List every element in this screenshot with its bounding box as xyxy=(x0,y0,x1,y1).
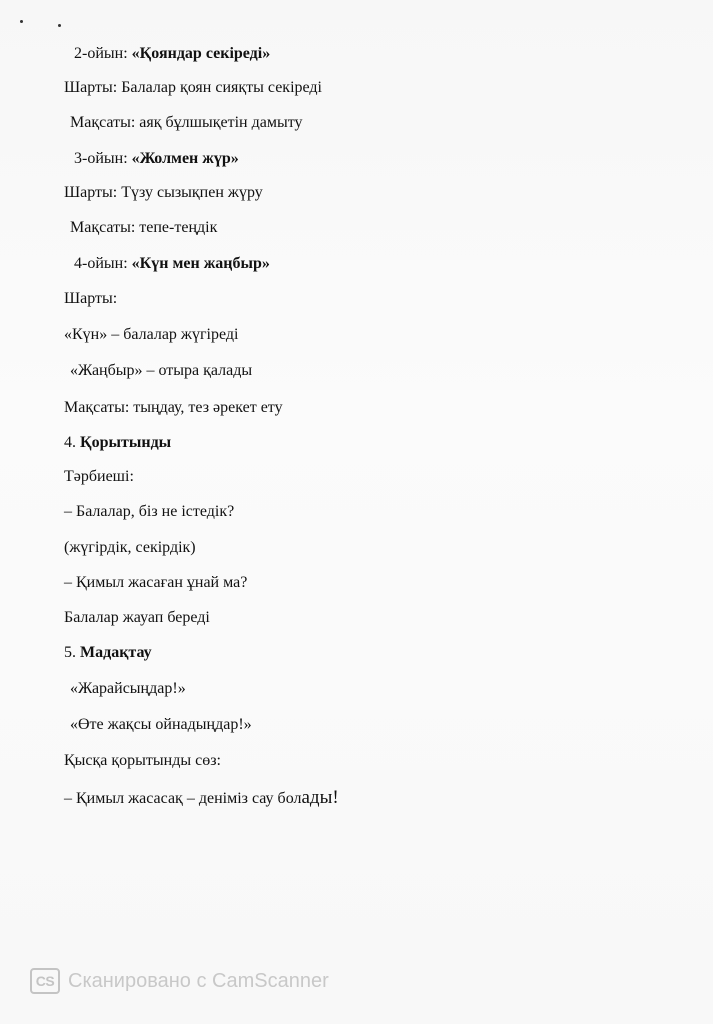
game3-title: 3-ойын: «Жолмен жүр» xyxy=(74,150,239,167)
question-1: – Балалар, біз не істедік? xyxy=(64,503,235,520)
section4-heading: 4. Қорытынды xyxy=(64,434,172,451)
camscanner-watermark xyxy=(30,968,329,994)
game4-rain: «Жаңбыр» – отыра қалады xyxy=(70,362,253,379)
section5-heading: 5. Мадақтау xyxy=(64,644,152,661)
game4-goal: Мақсаты: тыңдау, тез әрекет ету xyxy=(64,399,283,416)
children-answer: Балалар жауап береді xyxy=(64,609,210,626)
question-2: – Қимыл жасаған ұнай ма? xyxy=(64,574,248,591)
camscanner-logo-icon: CS xyxy=(30,968,60,994)
game4-sun: «Күн» – балалар жүгіреді xyxy=(64,326,239,343)
closing-text: – Қимыл жасасақ – деніміз сау болады! xyxy=(64,787,339,808)
game2-title: 2-ойын: «Қояндар секіреді» xyxy=(74,45,271,62)
teacher-label: Тәрбиеші: xyxy=(64,468,134,485)
answer-1: (жүгірдік, секірдік) xyxy=(64,539,196,556)
scan-speck xyxy=(20,20,23,23)
game4-title: 4-ойын: «Күн мен жаңбыр» xyxy=(74,255,270,272)
praise-1: «Жарайсыңдар!» xyxy=(70,680,186,697)
game2-goal: Мақсаты: аяқ бұлшықетін дамыту xyxy=(70,114,303,131)
game2-rule: Шарты: Балалар қоян сияқты секіреді xyxy=(64,79,322,96)
closing-label: Қысқа қорытынды сөз: xyxy=(64,752,221,769)
game4-rule: Шарты: xyxy=(64,290,118,307)
praise-2: «Өте жақсы ойнадыңдар!» xyxy=(70,716,252,733)
game3-rule: Шарты: Түзу сызықпен жүру xyxy=(64,184,263,201)
scan-speck xyxy=(58,24,61,27)
watermark-text: Сканировано с CamScanner xyxy=(68,969,329,992)
game3-goal: Мақсаты: тепе-теңдік xyxy=(70,219,218,236)
